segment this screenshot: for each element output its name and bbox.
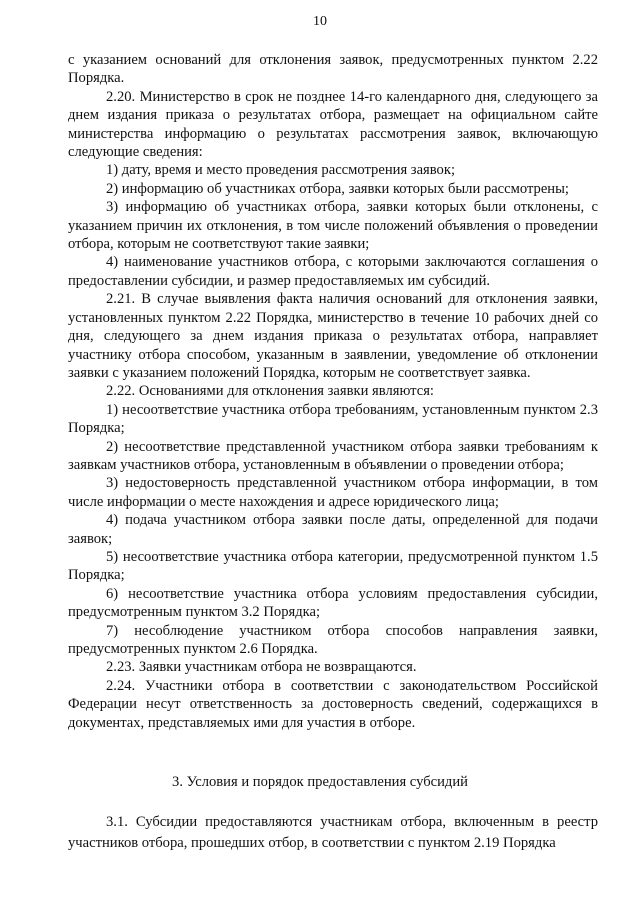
list-item: 1) дату, время и место проведения рассмотрения заявок; [106,162,455,179]
section-heading: 3. Условия и порядок предоставления субсидий [172,774,468,790]
list-item: 4) наименование участников отбора, с которыми заключаются соглашения о предоставлении субсидии, и размер предоставляемых им субсидий. [68,254,598,289]
list-item: 1) несоответствие участника отбора требованиям, установленным пунктом 2.3 Порядка; [68,401,598,437]
paragraph: 2.23. Заявки участникам отбора не возвращаются. [106,659,417,676]
paragraph: 2.20. Министерство в срок не позднее 14-го календарного дня, следующего за днем издания приказа о результатах отбора, размещает на официальном сайте министерства информацию о результатах рассмотрения заявок, включающую следующие сведения: [68,88,598,161]
list-item: 3) недостоверность представленной участником отбора информации, в том числе информации о месте нахождения и адресе юридического лица; [68,475,598,510]
paragraph: 2.24. Участники отбора в соответствии с законодательством Российской Федерации несут ответственность за достоверность сведений, содержащихся в документах, представляемых ими для участия в отборе. [68,677,598,731]
body-text [68,51,598,732]
paragraph: 3.1. Субсидии предоставляются участникам отбора, включенным в реестр участников отбора, прошедших отбор, в соответствии с пунктом 2.19 Порядка [68,814,598,851]
list-item: 2) информацию об участниках отбора, заявки которых были рассмотрены; [106,180,569,197]
paragraph: с указанием оснований для отклонения заявок, предусмотренных пунктом 2.22 Порядка. [68,52,598,87]
page-number: 10 [313,14,327,29]
list-item: 3) информацию об участниках отбора, заявки которых были отклонены, с указанием причин их отклонения, в том числе положений объявления о проведении отбора, которым не соответствуют такие заявки; [68,199,598,253]
list-item: 7) несоблюдение участником отбора способов направления заявки, предусмотренных пунктом 2.6 Порядка. [68,622,598,657]
paragraph: 2.21. В случае выявления факта наличия оснований для отклонения заявки, установленных пунктом 2.22 Порядка, министерство в течение 10 рабочих дней со дня, следующего за днем издания приказа о результатах отбора, направляет участнику отбора способом, указанным в заявлении, уведомление об отклонении заявки с указанием положений Порядка, которым не соответствует заявка. [68,291,598,381]
list-item: 4) подача участником отбора заявки после даты, определенной для подачи заявок; [68,512,598,547]
list-item: 6) несоответствие участника отбора условиям предоставления субсидии, предусмотренным пунктом 3.2 Порядка; [68,585,598,621]
list-item: 5) несоответствие участника отбора категории, предусмотренной пунктом 1.5 Порядка; [68,548,598,584]
list-item: 2) несоответствие представленной участником отбора заявки требованиям к заявкам участников отбора, установленным в объявлении о проведении отбора; [68,438,598,473]
paragraph: 2.22. Основаниями для отклонения заявки являются: [106,383,434,400]
section-body [68,812,598,854]
